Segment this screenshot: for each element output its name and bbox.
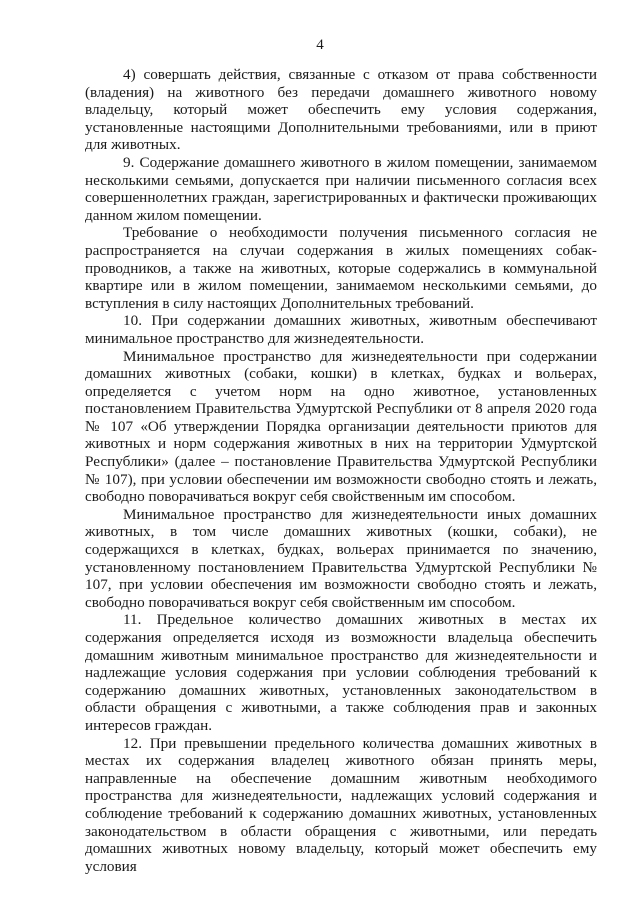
paragraph-space-in-cages: Минимальное пространство для жизнедеятельности при содержании домашних животных (собаки, кошки) в клетках, будках и вольерах, определяется с учетом норм на одно животное, установленных постановлением Правительства Удмуртской Республики от 8 апреля 2020 года № 107 «Об утверждении Порядка организации деятельности приютов для животных и норм содержания животных в них на территории Удмуртской Республики» (далее – постановление Правительства Удмуртской Республики № 107), при условии обеспечении им возможности свободно стоять и лежать, свободно поворачиваться вокруг себя свойственным им способом. [85,347,597,506]
paragraph-10-minimum-space: 10. При содержании домашних животных, животным обеспечивают минимальное пространство для жизнедеятельности. [85,312,597,347]
paragraph-consent-exception: Требование о необходимости получения письменного согласия не распространяется на случаи содержания в жилых помещениях собак-проводников, а также на животных, которые содержались в коммунальной квартире или в жилом помещении, занимаемом несколькими семьями, до вступления в силу настоящих Дополнительных требований. [85,224,597,312]
paragraph-item-4-disposal: 4) совершать действия, связанные с отказом от права собственности (владения) на животного без передачи домашнего животного новому владельцу, который может обеспечить ему условия содержания, установленные настоящими Дополнительными требованиями, или в приют для животных. [85,66,597,154]
document-body [85,66,597,875]
paragraph-9-shared-dwelling: 9. Содержание домашнего животного в жилом помещении, занимаемом несколькими семьями, допускается при наличии письменного согласия всех совершеннолетних граждан, зарегистрированных и фактически проживающих данном жилом помещении. [85,153,597,224]
paragraph-12-excess-number: 12. При превышении предельного количества домашних животных в местах их содержания владелец животного обязан принять меры, направленные на обеспечение домашним животным необходимого пространства для жизнедеятельности, надлежащих условий содержания и соблюдение требований к содержанию домашних животных, установленных законодательством в области обращения с животными, или передать домашних животных новому владельцу, который может обеспечить ему условия [85,734,597,875]
paragraph-space-other-animals: Минимальное пространство для жизнедеятельности иных домашних животных, в том числе домашних животных (кошки, собаки), не содержащихся в клетках, будках, вольерах принимается по значению, установленному постановлением Правительства Удмуртской Республики № 107, при условии обеспечения им возможности свободно стоять и лежать, свободно поворачиваться вокруг себя свойственным им способом. [85,505,597,611]
paragraph-11-maximum-number: 11. Предельное количество домашних животных в местах их содержания определяется исходя из возможности владельца обеспечить домашним животным минимальное пространство для жизнедеятельности и надлежащие условия содержания при условии соблюдения требований к содержанию домашних животных, установленных законодательством в области обращения с животными, а также соблюдения прав и законных интересов граждан. [85,611,597,734]
page-number: 4 [316,37,324,53]
